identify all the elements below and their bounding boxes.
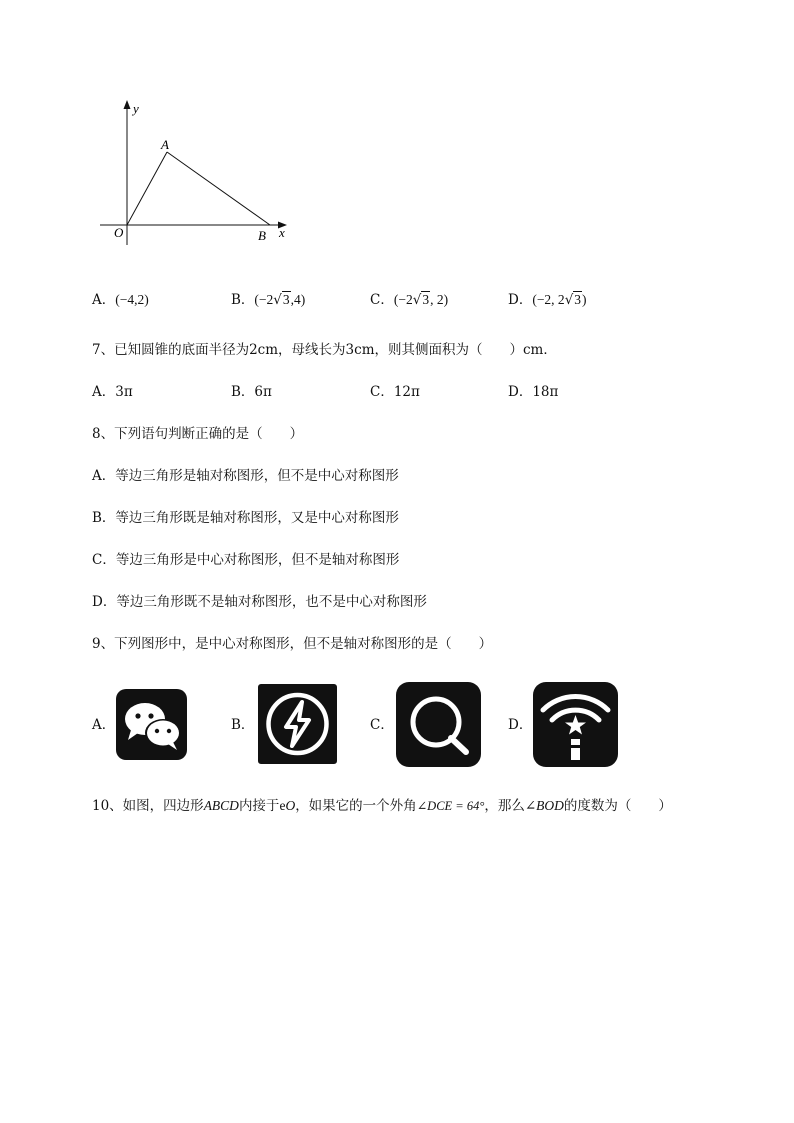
q6-option-a[interactable]: A．(−4,2) — [92, 292, 149, 308]
sqrt-sign: √ — [412, 292, 422, 308]
search-q-icon[interactable] — [396, 682, 481, 767]
q7-option-b[interactable]: B．6π — [231, 384, 272, 400]
q8-option-b[interactable]: B．等边三角形既是轴对称图形，又是中心对称图形 — [92, 510, 399, 526]
segment-oa — [127, 152, 167, 225]
q7-option-d[interactable]: D．18π — [508, 384, 559, 400]
label-y: y — [133, 101, 139, 116]
q6-option-d[interactable]: D．(−2, 2√3) — [508, 292, 587, 308]
q8-option-d[interactable]: D．等边三角形既不是轴对称图形，也不是中心对称图形 — [92, 594, 427, 610]
label-o: O — [114, 225, 124, 240]
label-b: B — [258, 228, 266, 243]
y-axis-arrow — [124, 100, 131, 109]
coordinate-figure — [95, 95, 295, 250]
q9-stem: 9、下列图形中，是中心对称图形，但不是轴对称图形的是（ ） — [92, 636, 493, 652]
q7-stem: 7、已知圆锥的底面半径为2cm，母线长为3cm，则其侧面积为（ ）cm． — [92, 342, 557, 358]
lightning-bolt-icon[interactable] — [258, 684, 337, 764]
q8-option-c[interactable]: C．等边三角形是中心对称图形，但不是轴对称图形 — [92, 552, 400, 568]
q9-option-b-label[interactable]: B． — [231, 717, 255, 733]
label-x: x — [279, 225, 285, 240]
wifi-star-icon[interactable] — [533, 682, 618, 767]
wechat-icon[interactable] — [116, 689, 187, 760]
q9-option-c-label[interactable]: C． — [370, 717, 394, 733]
q8-option-a[interactable]: A．等边三角形是轴对称图形，但不是中心对称图形 — [92, 468, 399, 484]
q9-option-a-label[interactable]: A． — [92, 717, 116, 733]
sqrt-sign: √ — [564, 292, 574, 308]
label-a: A — [161, 137, 169, 152]
q6-option-b[interactable]: B．(−2√3,4) — [231, 292, 306, 308]
q8-stem: 8、下列语句判断正确的是（ ） — [92, 426, 304, 442]
q10-stem: 10、如图，四边形ABCD内接于eO，如果它的一个外角∠DCE = 64°，那么∠BOD的度数为（ ） — [92, 798, 672, 814]
q6-option-c[interactable]: C．(−2√3, 2) — [370, 292, 449, 308]
q7-option-a[interactable]: A．3π — [92, 384, 133, 400]
q9-option-d-label[interactable]: D． — [508, 717, 533, 733]
q7-option-c[interactable]: C．12π — [370, 384, 420, 400]
sqrt-sign: √ — [273, 292, 282, 308]
segment-ab — [167, 152, 270, 225]
